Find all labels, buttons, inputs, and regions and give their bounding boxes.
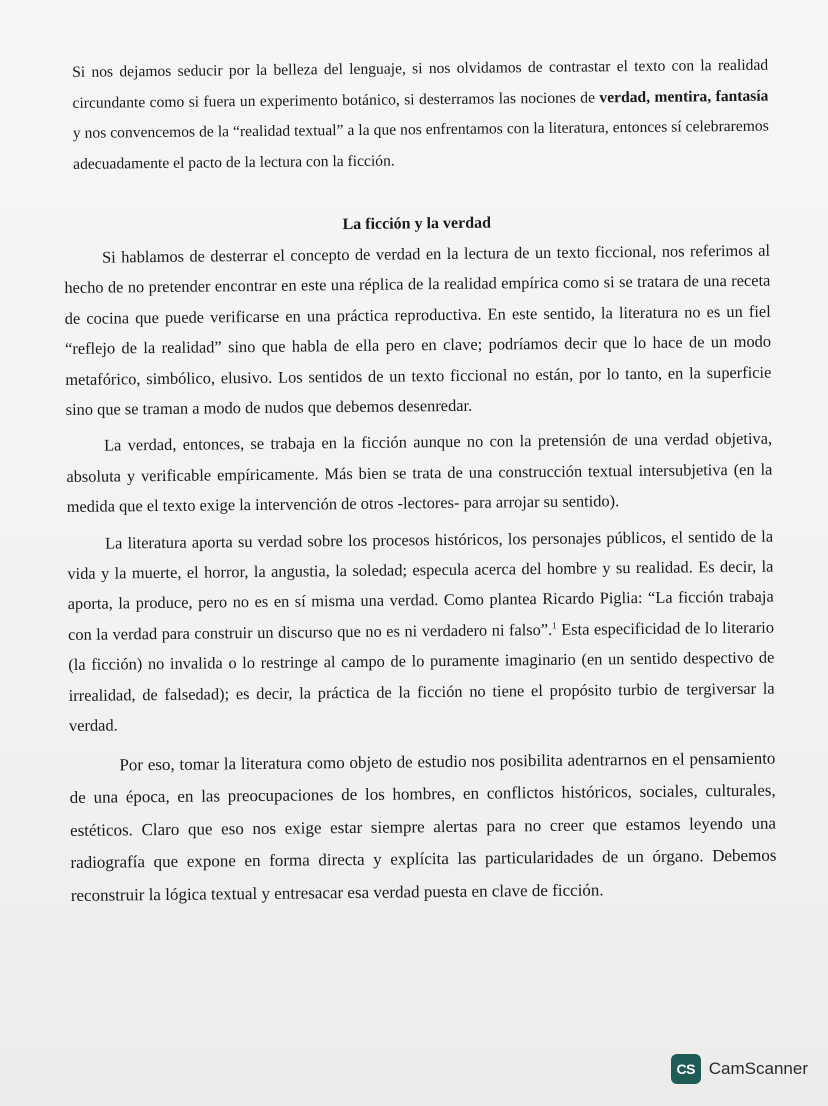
- camscanner-logo-icon: CS: [671, 1054, 701, 1084]
- paragraph-3: La literatura aporta su verdad sobre los procesos históricos, los personajes públicos, el sentido de la vida y la muerte, el horror, la angustia, la soledad; especula acerca del hombre y su realidad. Es decir, la aporta, la produce, pero no es en sí misma una verdad. Como plantea Ricardo Piglia: “La ficción trabaja con la verdad para construir un discurso que no es ni verdadero ni falso”.$^1$ Esta especificidad de lo literario (la ficción) no invalida o lo restringe al campo de lo puramente imaginario (en un sentido despectivo de irrealidad, de falsedad); es decir, la práctica de la ficción no tiene el propósito turbio de tergiversar la verdad.: [67, 526, 775, 736]
- camscanner-watermark: [671, 1054, 808, 1084]
- document-body: [62, 51, 777, 912]
- bold-terms: verdad, mentira, fantasía: [599, 87, 769, 106]
- section-heading: La ficción y la verdad: [342, 214, 492, 234]
- camscanner-label: CamScanner: [708, 1059, 808, 1078]
- footnote-mark: 1: [552, 620, 557, 631]
- intro-paragraph: Si nos dejamos seducir por la belleza del lenguaje, si nos olvidamos de contrastar el texto con la realidad circundante como si fuera un experimento botánico, si desterramos las nociones de verdad, mentira, fantasía y nos convencemos de la “realidad textual” a la que nos enfrentamos con la literatura, entonces sí celebraremos adecuadamente el pacto de la lectura con la ficción.: [72, 56, 769, 173]
- paragraph-1: Si hablamos de desterrar el concepto de verdad en la lectura de un texto ficcional, nos referimos al hecho de no pretender encontrar en este una réplica de la realidad empírica como si se tratara de una receta de cocina que puede verificarse en una práctica reproductiva. En este sentido, la literatura no es un fiel “reflejo de la realidad” sino que habla de ella pero en clave; podríamos decir que lo hace de un modo metafórico, simbólico, elusivo. Los sentidos de un texto ficcional no están, por lo tanto, en la superficie sino que se traman a modo de nudos que debemos desenredar.: [64, 240, 772, 420]
- paragraph-2: La verdad, entonces, se trabaja en la ficción aunque no con la pretensión de una verdad objetiva, absoluta y verificable empíricamente. Más bien se trata de una construcción textual intersubjetiva (en la medida que el texto exige la intervención de otros -lectores- para arrojar su sentido).: [66, 429, 773, 517]
- paragraph-4: Por eso, tomar la literatura como objeto de estudio nos posibilita adentrarnos en el pensamiento de una época, en las preocupaciones de los hombres, en conflictos históricos, sociales, culturales, estéticos. Claro que eso nos exige estar siempre alertas para no creer que estamos leyendo una radiografía que expone en forma directa y explícita las particularidades de un órgano. Debemos reconstruir la lógica textual y entresacar esa verdad puesta en clave de ficción.: [69, 748, 777, 905]
